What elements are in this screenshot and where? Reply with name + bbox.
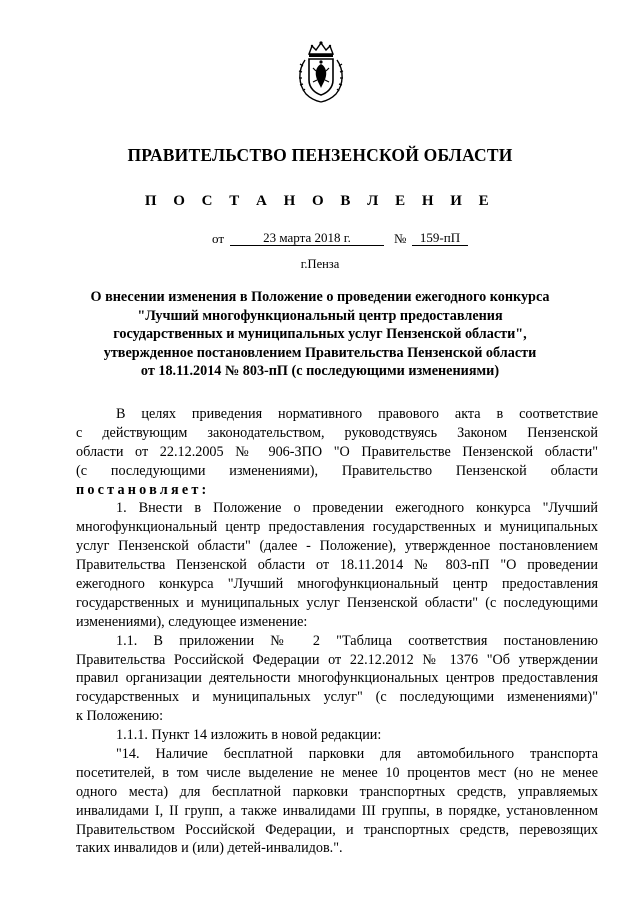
- body-line: многофункциональный центр предоставления государственных и муниципальных: [76, 519, 598, 536]
- body-line: государственных и муниципальных услуг Пензенской области" (с последующими: [76, 594, 598, 611]
- number-sign: №: [394, 231, 407, 246]
- city-name: г.Пенза: [300, 257, 340, 271]
- body-line: к Положению:: [76, 708, 164, 725]
- document-heading: [60, 288, 580, 381]
- coat-of-arms-icon: [296, 40, 346, 104]
- body-line: 1.1. В приложении № 2 "Таблица соответствия постановлению: [116, 632, 598, 649]
- body-line: Правительства Пензенской области от 18.11.2014 № 803-пП "О проведении: [76, 557, 598, 574]
- document-date: 23 марта 2018 г.: [230, 231, 384, 246]
- body-line: 1. Внести в Положение о проведении ежегодного конкурса "Лучший: [116, 500, 598, 517]
- body-line: Правительства Российской Федерации от 22.12.2012 № 1376 "Об утверждении: [76, 651, 598, 668]
- document-number: 159-пП: [412, 231, 468, 246]
- body-line: области от 22.12.2005 № 906-ЗПО "О Правительстве Пензенской области": [76, 443, 598, 460]
- body-line: правил организации деятельности многофункциональных центров предоставления: [76, 670, 598, 687]
- body-line: изменениями), следующее изменение:: [76, 613, 308, 630]
- body-line: Правительством Российской Федерации, и транспортных средств, перевозящих: [76, 821, 598, 838]
- government-title: ПРАВИТЕЛЬСТВО ПЕНЗЕНСКОЙ ОБЛАСТИ: [127, 145, 513, 165]
- heading-line: "Лучший многофункциональный центр предоставления: [137, 307, 503, 324]
- body-line: таких инвалидов и (или) детей-инвалидов.".: [76, 840, 343, 857]
- body-line: "14. Наличие бесплатной парковки для автомобильного транспорта: [116, 746, 598, 763]
- document-type: П О С Т А Н О В Л Е Н И Е: [144, 193, 496, 209]
- document-body: [76, 405, 598, 858]
- body-line: В целях приведения нормативного правового акта в соответствие: [116, 406, 598, 422]
- body-line: ежегодного конкурса "Лучший многофункциональный центр предоставления: [76, 576, 598, 593]
- heading-line: государственных и муниципальных услуг Пензенской области",: [113, 326, 527, 343]
- body-line: (с последующими изменениями), Правительство Пензенской области: [76, 462, 598, 479]
- body-line: инвалидами I, II групп, а также инвалидами III группы, в порядке, установленном: [76, 802, 598, 819]
- decree-word: постановляет:: [76, 481, 210, 498]
- body-line: с действующим законодательством, руководствуясь Законом Пензенской: [76, 424, 598, 441]
- body-line: посетителей, в том числе выделение не менее 10 процентов мест (но не менее: [76, 764, 598, 781]
- body-line: государственных и муниципальных услуг" (с последующими изменениями)": [76, 689, 598, 706]
- heading-line: утвержденное постановлением Правительства Пензенской области: [103, 344, 537, 361]
- date-prefix: от: [212, 231, 225, 246]
- body-line: 1.1.1. Пункт 14 изложить в новой редакции:: [116, 727, 382, 744]
- date-number-line: [212, 231, 472, 249]
- body-line: услуг Пензенской области" (далее - Положение), утвержденное постановлением: [76, 538, 598, 555]
- body-line: одного места) для бесплатной парковки транспортных средств, управляемых: [76, 783, 598, 800]
- heading-line: О внесении изменения в Положение о проведении ежегодного конкурса: [90, 289, 550, 305]
- heading-line: от 18.11.2014 № 803-пП (с последующими изменениями): [140, 363, 500, 380]
